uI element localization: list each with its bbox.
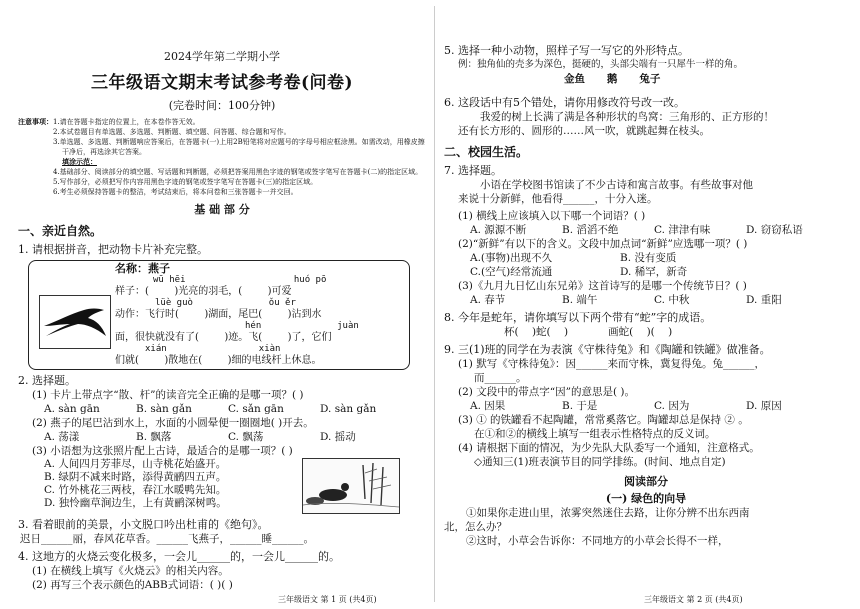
option: D. 摇动 — [320, 431, 356, 443]
q7-text-1: 小语在学校图书馆读了不少古诗和寓言故事。有些故事对他 — [480, 179, 753, 191]
option: B. 飘落 — [136, 431, 172, 443]
exam-title: 三年级语文期末考试参考卷(问卷) — [90, 73, 354, 93]
fill-example: 填涂示范： — [62, 157, 97, 166]
q7-1: (1) 横线上应该填入以下哪一个词语？( ) — [458, 210, 646, 222]
option: A. 源源不断 — [470, 224, 527, 236]
option: D. 原因 — [746, 400, 782, 412]
card-body — [115, 263, 405, 367]
section-reading: 阅读部分 — [624, 475, 668, 488]
option: D. 重阳 — [746, 294, 782, 306]
section-basic: 基 础 部 分 — [194, 203, 250, 216]
ducks-painting — [302, 458, 400, 514]
q9: 9. 三(1)班的同学在为表演《守株待兔》和《陶罐和铁罐》做准备。 — [444, 343, 771, 356]
note-6: 6.考生必须保持答题卡的整洁，考试结束后，将本问卷和三张答题卡一并交回。 — [53, 188, 298, 196]
page-footer-2: 三年级语文 第 2 页 (共4页) — [644, 595, 743, 604]
card-name: 名称：燕子 — [115, 262, 170, 275]
option: C. 津津有味 — [654, 224, 711, 236]
note-2: 2.本试卷题目有单选题、多选题、判断题、填空题、问答题、综合题和写作。 — [53, 128, 291, 136]
card-line-4: 们就( )散地在( )细的电线杆上休息。 — [115, 355, 322, 366]
left-page — [18, 0, 426, 609]
q4-1: (1) 在横线上填写《火烧云》的相关内容。 — [32, 565, 229, 577]
passage-title: (一) 绿色的向导 — [605, 492, 687, 505]
q9-2: (2) 文段中的带点字“因”的意思是( )。 — [458, 386, 635, 398]
q2-2: (2) 燕子的尾巴沾到水上，水面的小圆晕便一圈圈地( )开去。 — [32, 417, 314, 429]
q6-text-1: 我爱的树上长满了满是各种形状的鸟窝：三角形的、正方形的！ — [480, 111, 774, 123]
option: B. 滔滔不绝 — [562, 224, 619, 236]
option: A. 春节 — [470, 294, 506, 306]
option: A. 因果 — [470, 400, 506, 412]
q7-2-options-b — [444, 265, 848, 279]
option: D. 窃窃私语 — [746, 224, 803, 236]
part1-title: 一、亲近自然。 — [18, 224, 103, 238]
q7-text-2: 来说十分新鲜，他看得______，十分入迷。 — [458, 193, 658, 205]
q7-1-options — [444, 223, 848, 237]
q1: 1. 请根据拼音，把动物卡片补充完整。 — [18, 243, 208, 256]
q2-3-options — [18, 458, 294, 514]
note-3: 3.单选题、多选题、判断题响应答案后，在答题卡(一)上用2B铅笔将对应题号的字母号相应框涂黑。如需改动，用橡皮擦干净后，再选涂其它答案。 — [53, 138, 425, 156]
q7: 7. 选择题。 — [444, 164, 502, 177]
page-divider — [434, 6, 435, 602]
passage-p1b: 北，怎么办？ — [444, 521, 507, 533]
option: C. sǎn gān — [228, 403, 284, 415]
pinyin-2: lüè guò ǒu ěr — [155, 297, 296, 308]
passage-p2: ②这时，小草会告诉你：不同地方的小草会长得不一样， — [466, 535, 729, 547]
q2-3-block — [18, 458, 426, 514]
q2: 2. 选择题。 — [18, 374, 76, 387]
q2-2-options — [18, 430, 426, 444]
page-footer-1: 三年级语文 第 1 页 (共4页) — [278, 595, 377, 604]
q4-2: (2) 再写三个表示颜色的ABB式词语：( )( ) — [32, 579, 233, 591]
q2-1-options — [18, 402, 426, 416]
q8-line: 杯( )蛇( ) 画蛇( )( ) — [504, 326, 673, 338]
card-line-2: 动作：飞行时( )湖面，尾巴( )沾到水 — [115, 309, 322, 320]
option: C.(空气)经常流通 — [470, 266, 553, 278]
option: B. 端午 — [562, 294, 598, 306]
q9-4: (4) 请根据下面的情况，为少先队大队委写一个通知，注意格式。 — [458, 442, 760, 454]
passage-p1: ①如果你走进山里，浓雾突然迷住去路，让你分辨不出东西南 — [466, 507, 750, 519]
card-line-1: 样子：( )光亮的羽毛，( )可爱 — [115, 286, 292, 297]
q5: 5. 选择一种小动物，照样子写一写它的外形特点。 — [444, 44, 689, 57]
swallow-image — [39, 295, 111, 349]
q6: 6. 这段话中有5个错处，请你用修改符号改一改。 — [444, 96, 685, 109]
q9-4b: ◇通知三(1)班表演节目的同学排练。(时间、地点自定) — [474, 456, 726, 468]
option: C. 竹外桃花三两枝，春江水暖鸭先知。 — [44, 484, 227, 496]
q5-animals: 金鱼 鹅 兔子 — [564, 73, 661, 85]
option: B. 于是 — [562, 400, 598, 412]
option: A.(事物)出现不久 — [470, 252, 553, 264]
note-4: 4.基础部分、阅读部分的填空题、写话题和判断题，必须把答案用黑色字迹的钢笔或签字笔写在答题卡(二)的指定区域。 — [53, 168, 423, 176]
q6-text-2: 还有长方形的、圆形的……风一吹，就跳起舞在枝头。 — [458, 125, 710, 137]
notes-head: 注意事项： — [18, 117, 53, 126]
q9-2-options — [444, 399, 848, 413]
option: D. sàn gǎn — [320, 403, 377, 415]
q9-1: (1) 默写《守株待兔》：因______来而守株，冀复得兔。兔______， — [458, 358, 765, 370]
q8: 8. 今年是蛇年，请你填写以下两个带有“蛇”字的成语。 — [444, 311, 712, 324]
option: C. 飘荡 — [228, 431, 264, 443]
q3-poem-line: 迟日______丽，春风花草香。______飞燕子，______睡______。 — [20, 533, 314, 545]
animal-card — [28, 260, 410, 370]
exam-time: (完卷时间：100分钟) — [168, 99, 276, 112]
pinyin-1: wū hēi huó pō — [153, 274, 327, 285]
notes — [18, 117, 426, 197]
school-name: 2024学年第二学期小学 — [164, 50, 280, 63]
q9-3: (3) ① 的铁罐看不起陶罐，常常奚落它。陶罐却总是保持 ② 。 — [458, 414, 749, 426]
q5-example: 例：独角仙的壳多为深色，挺硬的，头部尖端有一只犀牛一样的角。 — [458, 59, 744, 70]
option: B. sàn gǎn — [136, 403, 192, 415]
option: C. 因为 — [654, 400, 690, 412]
q2-1: (1) 卡片上带点字“散、杆”的读音完全正确的是哪一项？( ) — [32, 389, 304, 401]
option: A. 荡漾 — [44, 431, 80, 443]
option: C. 中秋 — [654, 294, 690, 306]
option: A. sàn gān — [44, 403, 100, 415]
option: B. 没有变质 — [620, 252, 677, 264]
option: B. 绿阴不减来时路，添得黄鹂四五声。 — [44, 471, 227, 483]
option: D. 独怜幽草涧边生，上有黄鹂深树鸣。 — [44, 497, 227, 509]
pinyin-4: xián xiàn — [145, 343, 281, 354]
q7-2-options-a — [444, 251, 848, 265]
card-line-3: 面，很快就没有了( )迹。飞( )了，它们 — [115, 332, 332, 343]
option: D. 稀罕，新奇 — [620, 266, 688, 278]
q7-2: (2)“新鲜”有以下的含义。文段中加点词“新鲜”应选哪一项？( ) — [458, 238, 748, 250]
q7-3: (3)《九月九日忆山东兄弟》这首诗写的是哪一个传统节日？( ) — [458, 280, 747, 292]
q9-3b: 在①和②的横线上填写一组表示性格特点的反义词。 — [474, 428, 716, 440]
right-page — [444, 0, 848, 609]
pinyin-3: hén juàn — [245, 320, 359, 331]
q7-3-options — [444, 293, 848, 307]
q2-3: (3) 小语想为这张照片配上古诗，最适合的是哪一项？( ) — [32, 445, 293, 457]
option: A. 人间四月芳菲尽，山寺桃花始盛开。 — [44, 458, 227, 470]
note-5: 5.写作部分，必须把写作内容用黑色字迹的钢笔或签字笔写在答题卡(三)的指定区域。 — [53, 178, 318, 186]
q9-1b: 而______。 — [474, 372, 527, 384]
q4: 4. 这地方的火烧云变化极多，一会儿______的，一会儿______的。 — [18, 550, 340, 563]
q3: 3. 看着眼前的美景，小文脱口吟出杜甫的《绝句》。 — [18, 518, 269, 531]
part2-title: 二、校园生活。 — [444, 145, 529, 159]
note-1: 1.请在答题卡指定的位置上，在本卷作答无效。 — [53, 118, 200, 126]
